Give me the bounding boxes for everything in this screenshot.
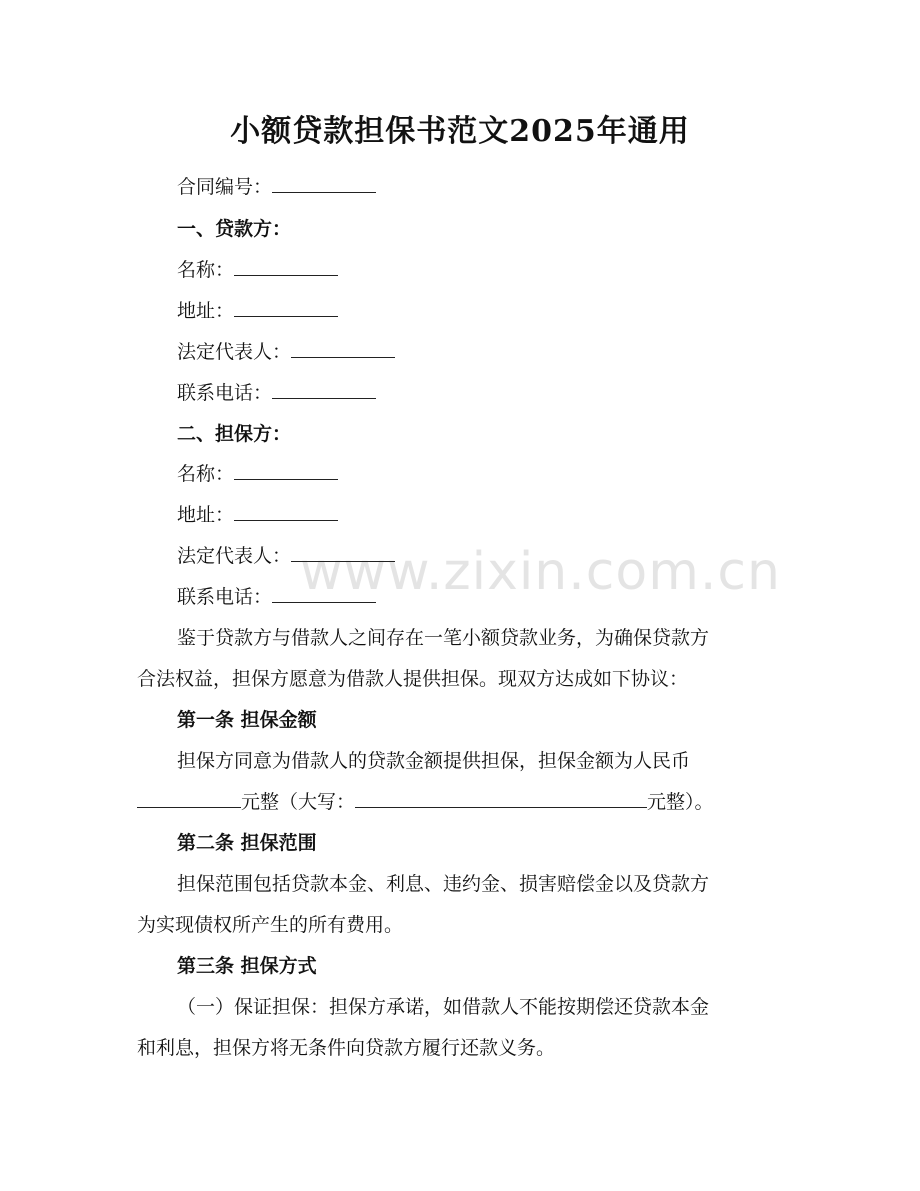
document-title: 小额贷款担保书范文2025年通用 — [230, 114, 690, 149]
watermark: www.zixin.com.cn — [300, 542, 781, 602]
guarantor-legal-rep-line — [177, 544, 817, 568]
article-2-heading: 第二条 担保范围 — [177, 832, 317, 854]
guarantor-address-blank — [234, 503, 338, 521]
lender-phone-line — [177, 381, 817, 405]
amount-blank — [137, 790, 241, 808]
guarantor-phone-blank — [272, 585, 376, 603]
article-3-heading: 第三条 担保方式 — [177, 955, 317, 977]
guarantor-legal-rep-blank — [291, 544, 395, 562]
article-1-line-1: 担保方同意为借款人的贷款金额提供担保，担保金额为人民币 — [177, 750, 691, 772]
lender-legal-rep-line — [177, 340, 817, 364]
article-1-heading: 第一条 担保金额 — [177, 709, 317, 731]
amount-end-text: 元整）。 — [647, 791, 714, 813]
guarantor-name-blank — [234, 462, 338, 480]
lender-legal-rep-label: 法定代表人： — [177, 341, 292, 363]
contract-number-blank — [272, 175, 376, 193]
intro-paragraph-line-1: 鉴于贷款方与借款人之间存在一笔小额贷款业务，为确保贷款方 — [177, 627, 710, 649]
lender-phone-blank — [272, 381, 376, 399]
lender-address-blank — [234, 299, 338, 317]
amount-yuan-text: 元整（大写： — [241, 791, 356, 813]
lender-phone-label: 联系电话： — [177, 382, 273, 404]
lender-address-line — [177, 299, 817, 323]
guarantor-address-line — [177, 503, 817, 527]
lender-address-label: 地址： — [177, 300, 235, 322]
guarantor-section-heading: 二、担保方： — [177, 423, 292, 445]
lender-name-label: 名称： — [177, 259, 235, 281]
lender-name-line — [177, 258, 817, 282]
contract-number-line — [177, 175, 817, 199]
lender-name-blank — [234, 258, 338, 276]
guarantor-address-label: 地址： — [177, 504, 235, 526]
lender-section-heading: 一、贷款方： — [177, 218, 292, 240]
lender-legal-rep-blank — [291, 340, 395, 358]
guarantor-legal-rep-label: 法定代表人： — [177, 545, 292, 567]
guarantor-phone-line — [177, 585, 817, 609]
contract-number-label: 合同编号： — [177, 176, 273, 198]
guarantor-phone-label: 联系电话： — [177, 586, 273, 608]
article-3-line-2: 和利息，担保方将无条件向贷款方履行还款义务。 — [137, 1037, 556, 1059]
guarantor-name-line — [177, 462, 817, 486]
guarantor-name-label: 名称： — [177, 463, 235, 485]
article-2-line-2: 为实现债权所产生的所有费用。 — [137, 914, 404, 936]
article-2-line-1: 担保范围包括贷款本金、利息、违约金、损害赔偿金以及贷款方 — [177, 873, 710, 895]
article-1-line-2 — [137, 790, 777, 814]
article-3-line-1: （一）保证担保：担保方承诺，如借款人不能按期偿还贷款本金 — [177, 996, 710, 1018]
amount-in-words-blank — [355, 790, 647, 808]
intro-paragraph-line-2: 合法权益，担保方愿意为借款人提供担保。现双方达成如下协议： — [137, 668, 689, 690]
